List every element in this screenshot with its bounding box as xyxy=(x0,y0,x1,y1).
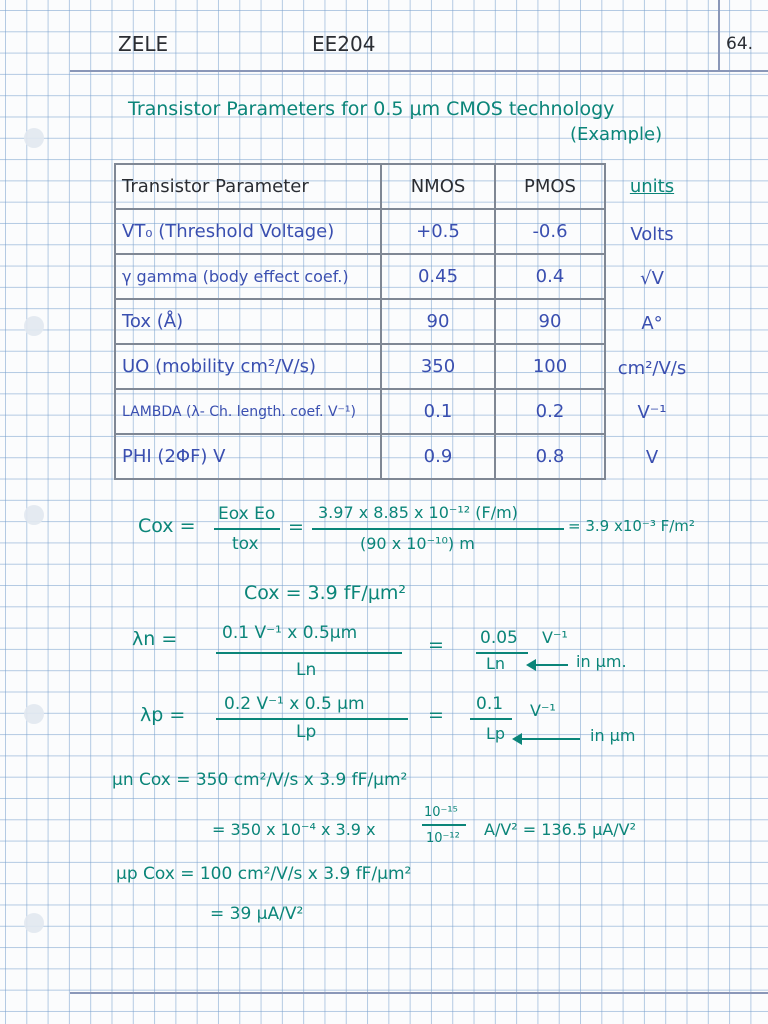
units-header: units xyxy=(629,176,675,197)
unit-cell: Volts xyxy=(630,224,674,245)
cox-ff-result: Cox = 3.9 fF/μm² xyxy=(244,582,407,604)
param-cell: Tox (Å) xyxy=(115,299,381,344)
lambda-p-denominator: Lp xyxy=(296,722,317,742)
table-row xyxy=(115,254,605,299)
punch-hole xyxy=(24,128,44,148)
page-title: Transistor Parameters for 0.5 μm CMOS technology xyxy=(128,98,615,120)
unit-cell: A° xyxy=(641,313,663,334)
table-header-cell: PMOS xyxy=(495,164,605,209)
pmos-cell: -0.6 xyxy=(495,209,605,254)
mun-cox-line-2b: A/V² = 136.5 μA/V² xyxy=(484,820,637,839)
lambda-p-denominator-2: Lp xyxy=(486,724,506,743)
param-cell: LAMBDA (λ- Ch. length. coef. V⁻¹) xyxy=(115,389,381,434)
table-row xyxy=(115,344,605,389)
punch-hole xyxy=(24,704,44,724)
cox-numerator: Eox Eo xyxy=(218,504,276,524)
lambda-p-numerator: 0.2 V⁻¹ x 0.5 μm xyxy=(224,694,365,714)
table-row xyxy=(115,389,605,434)
arrow-icon xyxy=(528,664,568,666)
pmos-cell: 100 xyxy=(495,344,605,389)
param-cell: VT₀ (Threshold Voltage) xyxy=(115,209,381,254)
margin-rule xyxy=(718,0,720,72)
lambda-n-note: in μm. xyxy=(576,652,627,671)
footer-rule xyxy=(70,992,768,994)
lambda-n-numerator: 0.1 V⁻¹ x 0.5μm xyxy=(222,623,358,643)
unit-cell: cm²/V/s xyxy=(617,358,687,379)
parameter-table xyxy=(114,163,606,480)
table-header-cell: Transistor Parameter xyxy=(115,164,381,209)
punch-hole xyxy=(24,316,44,336)
cox-denominator-values: (90 x 10⁻¹⁰) m xyxy=(360,534,475,553)
fraction-bar xyxy=(216,652,402,654)
unit-cell: V xyxy=(645,447,659,468)
header-course: EE204 xyxy=(312,32,376,56)
lambda-p-note: in μm xyxy=(590,726,636,745)
equals-sign: = xyxy=(428,634,444,656)
mun-cox-line-1: μn Cox = 350 cm²/V/s x 3.9 fF/μm² xyxy=(112,770,408,790)
table-header-cell: NMOS xyxy=(381,164,495,209)
table-header-row xyxy=(115,164,605,209)
table-row xyxy=(115,209,605,254)
param-cell: UO (mobility cm²/V/s) xyxy=(115,344,381,389)
param-cell: γ gamma (body effect coef.) xyxy=(115,254,381,299)
nmos-cell: +0.5 xyxy=(381,209,495,254)
header-left: ZELE xyxy=(118,32,169,56)
punch-hole xyxy=(24,913,44,933)
page-number: 64. xyxy=(726,34,754,54)
param-cell: PHI (2ΦF) V xyxy=(115,434,381,479)
fraction-bar xyxy=(312,528,564,530)
unit-cell: √V xyxy=(640,268,664,289)
equals-sign: = xyxy=(428,704,444,726)
fraction-bar xyxy=(470,718,512,720)
nmos-cell: 0.1 xyxy=(381,389,495,434)
lambda-n-denominator-2: Ln xyxy=(486,654,506,673)
arrow-icon xyxy=(514,738,580,740)
lambda-n-label: λn = xyxy=(132,628,178,650)
pmos-cell: 90 xyxy=(495,299,605,344)
cox-label: Cox = xyxy=(138,515,196,537)
nmos-cell: 0.45 xyxy=(381,254,495,299)
table-row xyxy=(115,434,605,479)
lambda-p-label: λp = xyxy=(140,704,186,726)
unit-cell: V⁻¹ xyxy=(637,402,667,423)
mun-cox-line-2a: = 350 x 10⁻⁴ x 3.9 x xyxy=(212,820,376,839)
cox-denominator: tox xyxy=(232,534,259,554)
mun-cox-fraction-num: 10⁻¹⁵ xyxy=(424,805,458,820)
mup-cox-line-2: = 39 μA/V² xyxy=(210,904,304,924)
equals-sign: = xyxy=(288,516,304,538)
nmos-cell: 350 xyxy=(381,344,495,389)
lambda-p-numerator-2: 0.1 xyxy=(476,694,504,714)
fraction-bar xyxy=(216,718,408,720)
fraction-bar xyxy=(422,824,466,826)
cox-result: = 3.9 x10⁻³ F/m² xyxy=(568,517,695,535)
nmos-cell: 0.9 xyxy=(381,434,495,479)
mun-cox-fraction-den: 10⁻¹² xyxy=(426,831,460,846)
header-rule xyxy=(70,70,768,72)
nmos-cell: 90 xyxy=(381,299,495,344)
cox-numerator-values: 3.97 x 8.85 x 10⁻¹² (F/m) xyxy=(318,503,518,522)
lambda-p-unit: V⁻¹ xyxy=(530,701,556,720)
fraction-bar xyxy=(214,528,280,530)
pmos-cell: 0.8 xyxy=(495,434,605,479)
lambda-n-denominator: Ln xyxy=(296,660,317,680)
pmos-cell: 0.4 xyxy=(495,254,605,299)
lambda-n-numerator-2: 0.05 xyxy=(480,628,518,648)
mup-cox-line-1: μp Cox = 100 cm²/V/s x 3.9 fF/μm² xyxy=(116,864,412,884)
table-row xyxy=(115,299,605,344)
lambda-n-unit: V⁻¹ xyxy=(542,628,568,647)
page-subtitle: (Example) xyxy=(570,124,663,145)
punch-hole xyxy=(24,505,44,525)
pmos-cell: 0.2 xyxy=(495,389,605,434)
